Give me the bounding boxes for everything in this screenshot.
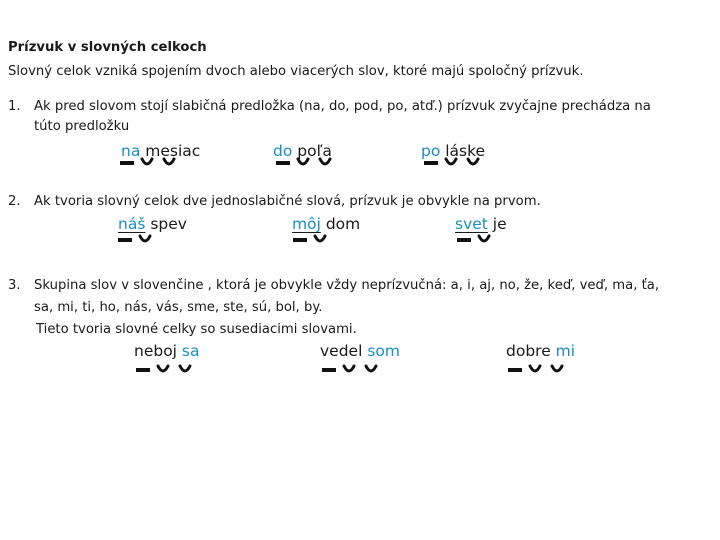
rule-number: 3. (8, 278, 21, 293)
stress-short-mark (296, 157, 310, 169)
rule-number: 2. (8, 194, 21, 209)
unstressed-word: je (487, 215, 507, 233)
unstressed-word: spev (145, 215, 187, 233)
example-phrase (506, 341, 575, 361)
stressed-word: po (421, 142, 441, 160)
stress-long-mark (293, 238, 307, 242)
stress-short-mark (162, 157, 176, 169)
example-phrase (134, 341, 200, 361)
unstressed-word: dom (320, 215, 361, 233)
stress-short-mark (444, 157, 458, 169)
stressed-word: na (121, 142, 141, 160)
example-phrase (292, 214, 360, 234)
example-phrase (118, 214, 187, 234)
intro-text: Slovný celok vzniká spojením dvoch alebo viacerých slov, ktoré majú spoločný prízvuk. (8, 64, 584, 79)
rule-text: Skupina slov v slovenčine , ktorá je obvykle vždy neprízvučná: a, i, aj, no, že, keď, veď, ma, ťa, (34, 278, 660, 293)
stress-long-mark (457, 238, 471, 242)
unstressed-word: poľa (292, 142, 332, 160)
example-phrase (121, 141, 200, 161)
stressed-word: náš (118, 215, 146, 233)
example-phrase (455, 214, 507, 234)
stress-short-mark (477, 234, 491, 246)
stressed-word: neboj (134, 342, 177, 360)
rule-number: 1. (8, 99, 21, 114)
stress-short-mark (342, 364, 356, 376)
page-title: Prízvuk v slovných celkoch (8, 40, 207, 55)
stress-short-mark (466, 157, 480, 169)
stress-long-mark (118, 238, 132, 242)
stress-long-mark (136, 368, 150, 372)
stressed-word: do (273, 142, 293, 160)
stress-short-mark (318, 157, 332, 169)
stress-short-mark (528, 364, 542, 376)
rule-text: Tieto tvoria slovné celky so susediacimi slovami. (36, 322, 357, 337)
stress-short-mark (140, 157, 154, 169)
stressed-word: vedel (320, 342, 363, 360)
stress-short-mark (156, 364, 170, 376)
stress-long-mark (424, 161, 438, 165)
unstressed-word: láske (440, 142, 486, 160)
unstressed-word: sa (177, 342, 200, 360)
stress-short-mark (138, 234, 152, 246)
rule-text: túto predložku (34, 119, 130, 134)
rule-text: Ak tvoria slovný celok dve jednoslabičné slová, prízvuk je obvykle na prvom. (34, 194, 541, 209)
rule-text: sa, mi, ti, ho, nás, vás, sme, ste, sú, bol, by. (34, 300, 323, 315)
rule-text: Ak pred slovom stojí slabičná predložka (na, do, pod, po, atď.) prízvuk zvyčajne prechádza na (34, 99, 651, 114)
unstressed-word: som (362, 342, 400, 360)
stressed-word: dobre (506, 342, 551, 360)
stress-long-mark (508, 368, 522, 372)
unstressed-word: mesiac (140, 142, 201, 160)
unstressed-word: mi (550, 342, 576, 360)
stress-short-mark (550, 364, 564, 376)
stress-short-mark (364, 364, 378, 376)
example-phrase (320, 341, 400, 361)
stress-short-mark (178, 364, 192, 376)
stressed-word: môj (292, 215, 321, 233)
stress-long-mark (322, 368, 336, 372)
stress-long-mark (276, 161, 290, 165)
stress-long-mark (120, 161, 134, 165)
stressed-word: svet (455, 215, 488, 233)
stress-short-mark (313, 234, 327, 246)
